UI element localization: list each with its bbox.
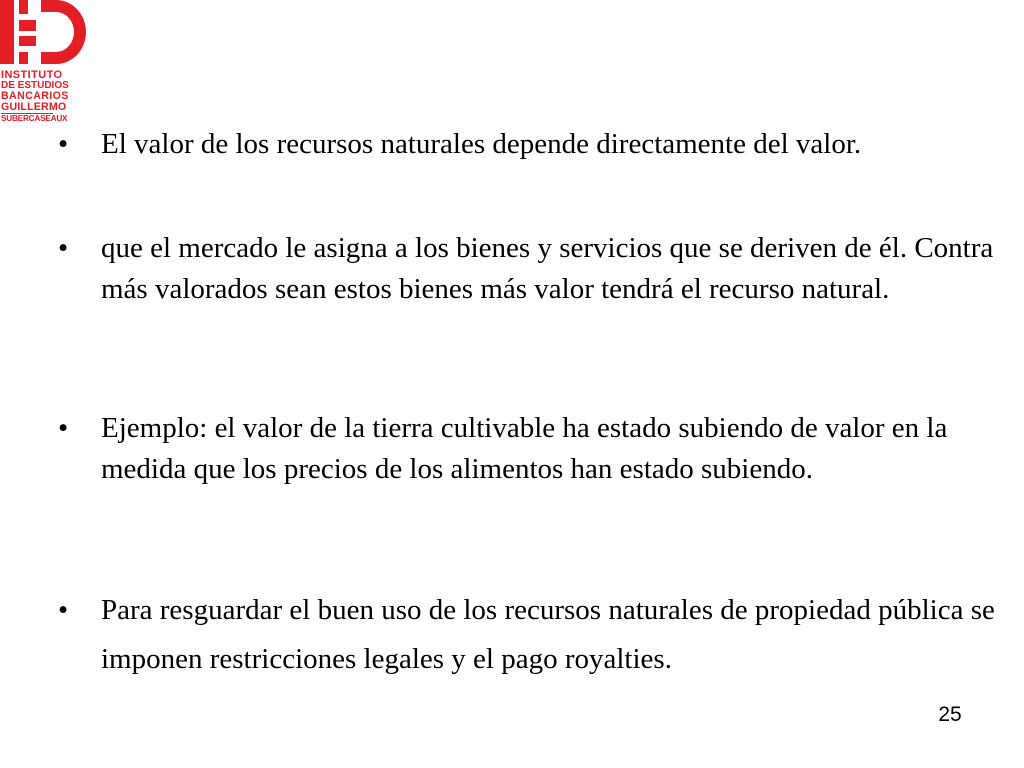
bullet-marker: • [58,128,69,160]
page-number: 25 [938,703,962,726]
logo-line-4: GUILLERMO [1,100,67,113]
bullet-text: El valor de los recursos naturales depende directamente del valor. [101,128,862,160]
bullet-item [58,586,1018,684]
bullet-item [58,408,1018,490]
logo-line-2: DE ESTUDIOS [1,79,69,91]
bullet-text: Ejemplo: el valor de la tierra cultivable ha estado subiendo de valor en la medida que los precios de los alimentos han estado subiendo. [101,412,948,485]
logo-mark-icon [0,0,90,70]
bullet-item [58,124,1018,165]
institute-logo [0,0,90,130]
bullet-text: Para resguardar el buen uso de los recursos naturales de propiedad pública se imponen restricciones legales y el pago royalties. [101,594,995,675]
bullet-marker: • [58,412,69,444]
bullet-item [58,228,1018,310]
bullet-marker: • [58,232,69,264]
logo-line-3: BANCARIOS [1,90,69,102]
logo-line-5: SUBERCASEAUX [1,114,68,123]
bullet-marker: • [58,594,69,626]
bullet-text: que el mercado le asigna a los bienes y servicios que se deriven de él. Contra más valorados sean estos bienes más valor tendrá el recurso natural. [101,232,994,305]
logo-line-1: INSTITUTO [1,69,63,81]
